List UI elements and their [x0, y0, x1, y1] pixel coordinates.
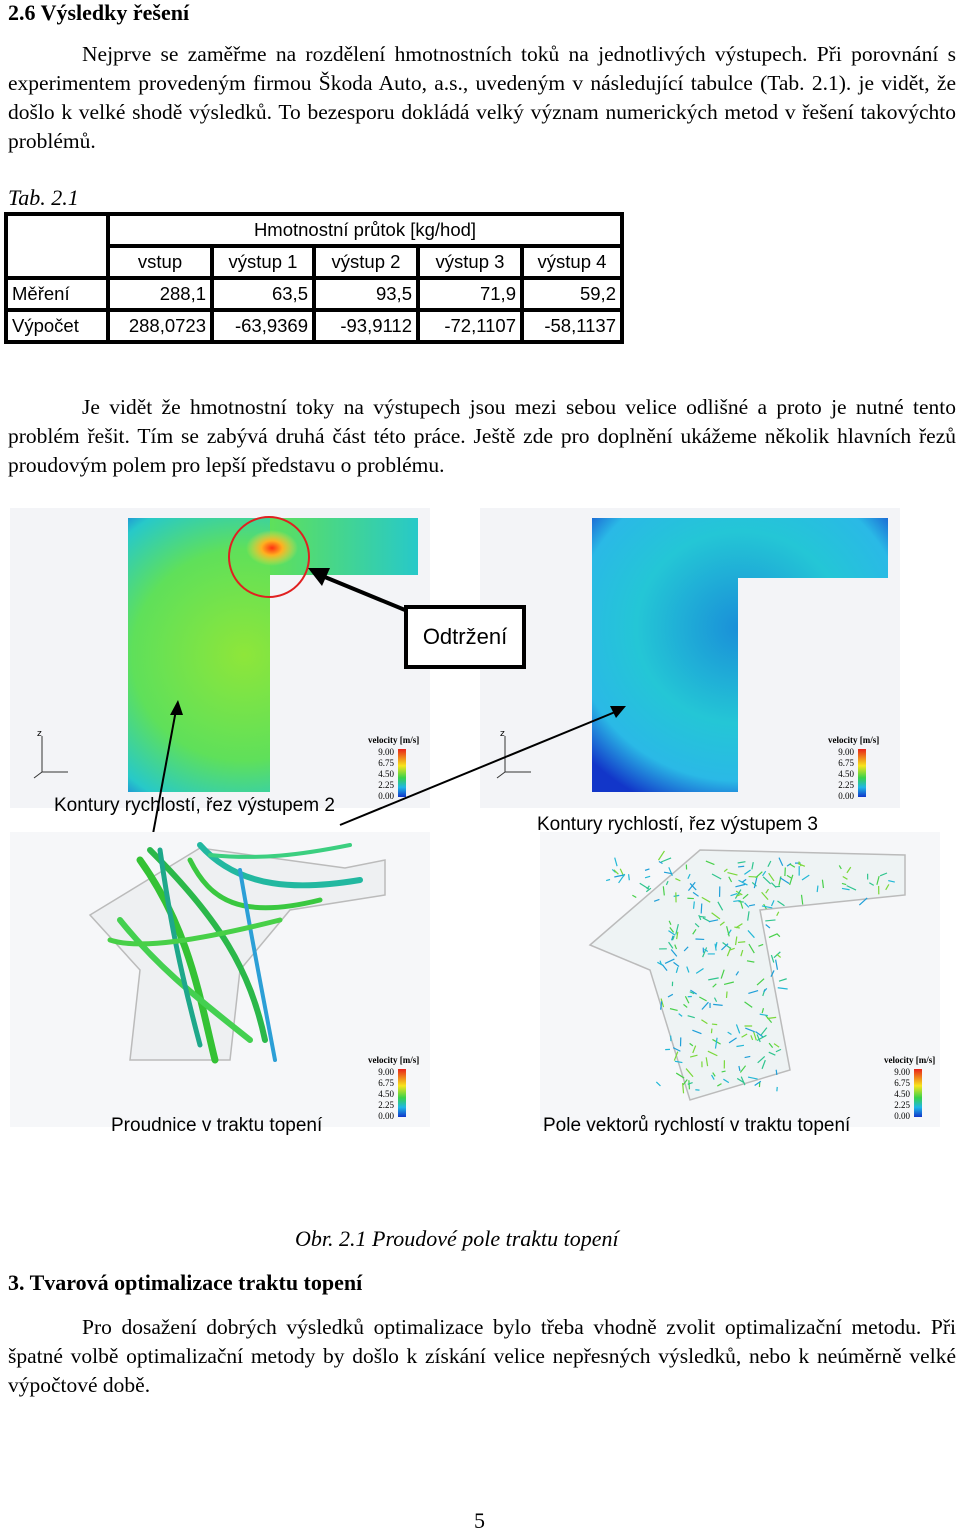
legend-title: velocity [m/s] — [884, 1055, 935, 1065]
table-cell: 59,2 — [522, 278, 622, 310]
table-row — [6, 278, 622, 310]
table-cell: -93,9112 — [314, 310, 418, 342]
legend-colorbar — [858, 749, 866, 797]
section-3-paragraph: Pro dosažení dobrých výsledků optimalizace bylo třeba vhodně zvolit optimalizační metodu. Při špatné volbě optimalizační metody by došlo k získání velice nepřesných výsledků, nebo k neúměrně velké výpočtové době. — [8, 1313, 956, 1400]
row-label: Výpočet — [6, 310, 108, 342]
velocity-vector — [776, 1070, 777, 1075]
table-cell: -63,9369 — [212, 310, 314, 342]
velocity-vector — [738, 866, 744, 867]
table-row — [6, 310, 622, 342]
page-number: 5 — [474, 1508, 485, 1534]
second-paragraph: Je vidět že hmotnostní toky na výstupech jsou mezi sebou velice odlišné a proto je nutné tento problém řešit. Tím se zabývá druhá část této práce. Ještě zde pro doplnění ukážeme několik hlavních řezů proudovým polem pro lepší představu o problému. — [8, 393, 956, 480]
table-cell: 63,5 — [212, 278, 314, 310]
velocity-vector — [722, 1071, 726, 1072]
velocity-legend — [828, 735, 898, 805]
column-header: výstup 4 — [522, 246, 622, 278]
table-cell: 288,1 — [108, 278, 212, 310]
legend-colorbar — [398, 1069, 406, 1117]
results-table — [4, 212, 624, 344]
column-header: vstup — [108, 246, 212, 278]
velocity-vector — [689, 1080, 690, 1089]
legend-title: velocity [m/s] — [368, 735, 419, 745]
table-group-header: Hmotnostní průtok [kg/hod] — [108, 214, 622, 246]
intro-paragraph: Nejprve se zaměřme na rozdělení hmotnostních toků na jednotlivých výstupech. Při porovnání s experimentem provedeným firmou Škoda Auto, a.s., uvedeným v následující tabulce (Tab. 2.1). je vidět, že došlo k velké shodě výsledků. To bezesporu dokládá velký význam numerických metod v řešení takovýchto problémů. — [8, 40, 956, 156]
velocity-vector — [700, 916, 706, 917]
velocity-legend — [884, 1055, 954, 1125]
table-cell: -72,1107 — [418, 310, 522, 342]
legend-colorbar — [398, 749, 406, 797]
velocity-vector — [701, 903, 702, 913]
section-3-title: 3. Tvarová optimalizace traktu topení — [8, 1270, 362, 1296]
panel-label: Kontury rychlostí, řez výstupem 2 — [54, 795, 335, 817]
legend-title: velocity [m/s] — [828, 735, 879, 745]
panel-label: Kontury rychlostí, řez výstupem 3 — [537, 814, 818, 836]
table-corner — [6, 214, 108, 278]
velocity-legend — [368, 1055, 438, 1125]
axis-z-label: z — [500, 729, 505, 739]
column-header: výstup 3 — [418, 246, 522, 278]
velocity-vector — [629, 874, 630, 880]
velocity-vector — [694, 901, 695, 908]
table-caption: Tab. 2.1 — [8, 185, 79, 211]
velocity-vector — [817, 886, 818, 892]
axis-z-label: z — [37, 729, 42, 739]
legend-colorbar — [914, 1069, 922, 1117]
legend-values: 9.00 6.75 4.50 2.25 0.00 — [370, 747, 394, 802]
legend-values: 9.00 6.75 4.50 2.25 0.00 — [886, 1067, 910, 1122]
table-cell: 93,5 — [314, 278, 418, 310]
velocity-legend — [368, 735, 438, 805]
velocity-vector — [727, 992, 728, 998]
table-cell: -58,1137 — [522, 310, 622, 342]
section-title: 2.6 Výsledky řešení — [8, 0, 189, 26]
panel-label: Proudnice v traktu topení — [111, 1115, 322, 1137]
column-header: výstup 1 — [212, 246, 314, 278]
table-cell: 71,9 — [418, 278, 522, 310]
separation-callout: Odtržení — [404, 605, 526, 669]
legend-title: velocity [m/s] — [368, 1055, 419, 1065]
velocity-vector — [733, 901, 740, 902]
figure-caption: Obr. 2.1 Proudové pole traktu topení — [295, 1226, 619, 1252]
legend-values: 9.00 6.75 4.50 2.25 0.00 — [370, 1067, 394, 1122]
panel-label: Pole vektorů rychlostí v traktu topení — [543, 1115, 850, 1137]
velocity-vector — [712, 1024, 717, 1025]
velocity-vector — [738, 942, 745, 943]
table-cell: 288,0723 — [108, 310, 212, 342]
legend-values: 9.00 6.75 4.50 2.25 0.00 — [830, 747, 854, 802]
column-header: výstup 2 — [314, 246, 418, 278]
row-label: Měření — [6, 278, 108, 310]
